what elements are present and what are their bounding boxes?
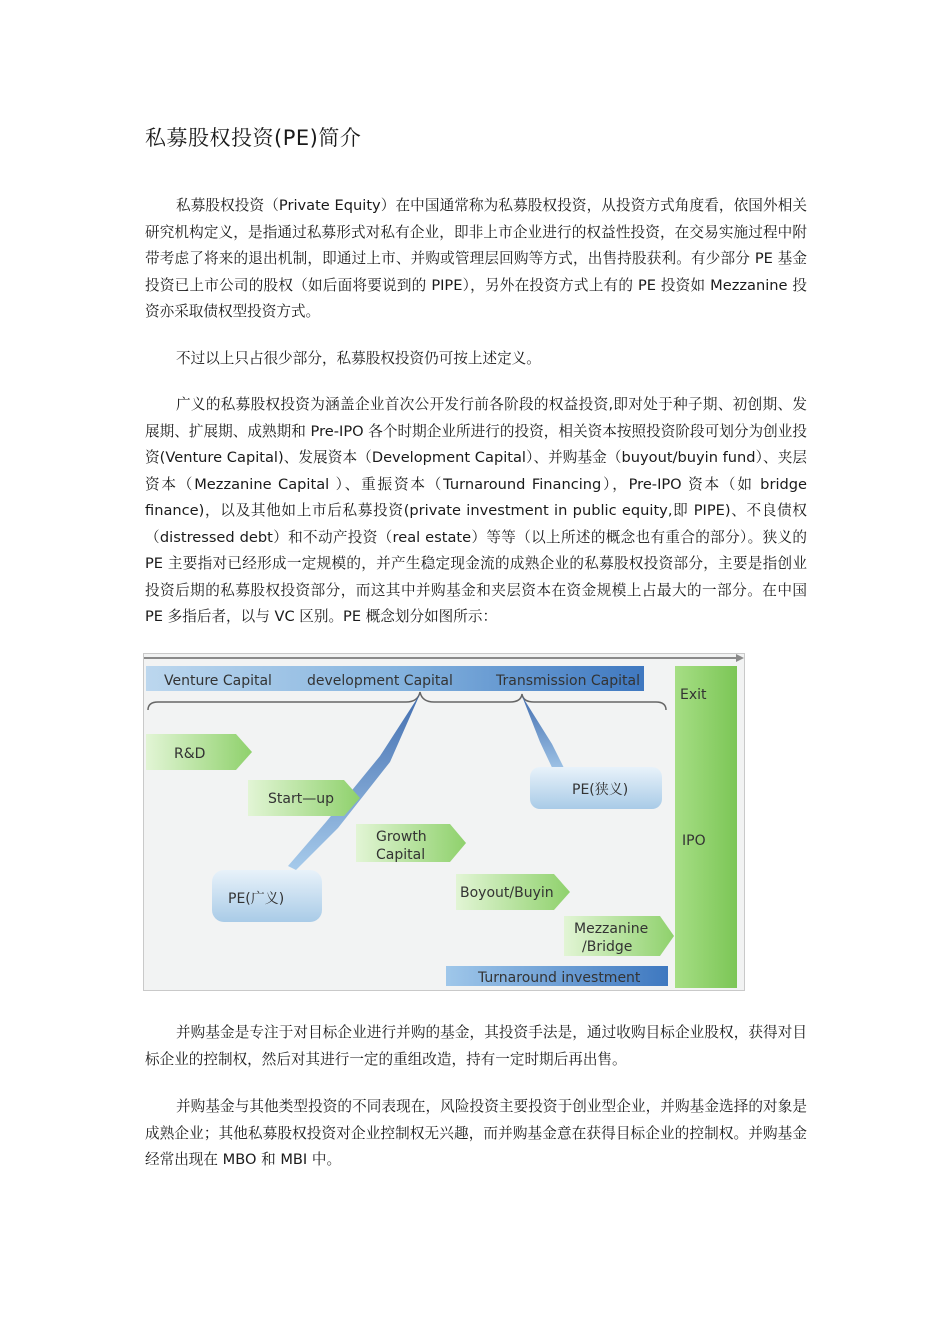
capital-label: Capital xyxy=(376,847,426,863)
paragraph-text: 并购基金与其他类型投资的不同表现在，风险投资主要投资于创业型企业，并购基金选择的对象是成熟企业；其他私募股权投资对企业控制权无兴趣，而并购基金意在获得目标企业的控制权。并购基金经常出现在 MBO 和 MBI 中。 xyxy=(145,1098,807,1168)
paragraph-note xyxy=(145,346,807,373)
pe-concept-diagram xyxy=(143,653,745,991)
bridge-label: /Bridge xyxy=(582,939,633,955)
pe-narrow-pointer xyxy=(522,696,566,776)
transmission-capital-label: Transmission Capital xyxy=(496,673,640,689)
pe-broad-label: PE(广义) xyxy=(228,891,285,907)
exit-label: Exit xyxy=(680,687,707,703)
paragraph-text: 广义的私募股权投资为涵盖企业首次公开发行前各阶段的权益投资,即对处于种子期、初创期、发展期、扩展期、成熟期和 Pre-IPO 各个时期企业所进行的投资，相关资本按照投资阶段可划分为创业投资(Venture Capital)、发展资本（Development Capital）、并购基金（buyout/buyin fund）、夹层资本（Mezzanine Capital ）、重振资本（Turnaround Financing），Pre-IPO 资本（如 bridge finance)，以及其他如上市后私募投资(private investment in public equity,即 PIPE)、不良债权（distressed debt）和不动产投资（real estate）等等（以上所述的概念也有重合的部分）。狭义的 PE 主要指对已经形成一定规模的，并产生稳定现金流的成熟企业的私募股权投资部分，主要是指创业投资后期的私募股权投资部分，而这其中并购基金和夹层资本在资金规模上占最大的一部分。在中国 PE 多指后者，以与 VC 区别。PE 概念划分如图所示： xyxy=(145,396,807,625)
development-capital-label: development Capital xyxy=(307,673,453,689)
exit-ipo-column xyxy=(675,666,737,988)
venture-capital-label: Venture Capital xyxy=(164,673,272,689)
paragraph-text: 私募股权投资（Private Equity）在中国通常称为私募股权投资，从投资方式角度看，依国外相关研究机构定义，是指通过私募形式对私有企业，即非上市企业进行的权益性投资，在交易实施过程中附带考虑了将来的退出机制，即通过上市、并购或管理层回购等方式，出售持股获利。有少部分 PE 基金投资已上市公司的股权（如后面将要说到的 PIPE），另外在投资方式上有的 PE 投资如 Mezzanine 投资亦采取债权型投资方式。 xyxy=(145,197,807,320)
startup-label: Start—up xyxy=(268,791,334,807)
rd-label: R&D xyxy=(174,746,206,762)
top-arrow xyxy=(144,654,744,662)
paragraph-definition xyxy=(145,193,807,326)
paragraph-text: 不过以上只占很少部分，私募股权投资仍可按上述定义。 xyxy=(176,350,541,367)
brace xyxy=(148,692,666,710)
paragraph-buyout-difference xyxy=(145,1094,807,1174)
page-title: 私募股权投资(PE)简介 xyxy=(145,126,362,150)
paragraph-text: 并购基金是专注于对目标企业进行并购的基金，其投资手法是，通过收购目标企业股权，获得对目标企业的控制权，然后对其进行一定的重组改造，持有一定时期后再出售。 xyxy=(145,1024,807,1068)
growth-label: Growth xyxy=(376,829,427,845)
ipo-label: IPO xyxy=(682,833,706,849)
mezzanine-label: Mezzanine xyxy=(574,921,649,937)
buyout-label: Boyout/Buyin xyxy=(460,885,554,901)
turnaround-label: Turnaround investment xyxy=(478,970,641,986)
paragraph-broad-narrow xyxy=(145,392,807,631)
pe-narrow-label: PE(狭义) xyxy=(572,782,629,798)
paragraph-buyout-fund xyxy=(145,1020,807,1073)
